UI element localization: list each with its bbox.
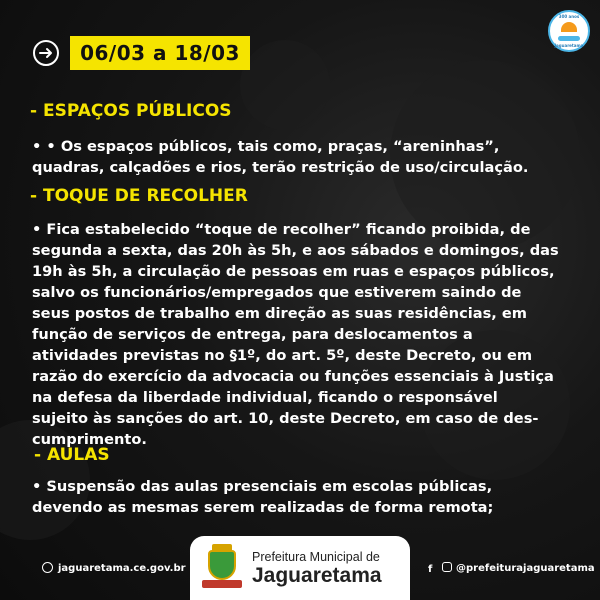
social-handle-text: @prefeiturajaguaretama xyxy=(456,563,595,574)
globe-icon xyxy=(42,562,53,573)
section-body-aulas xyxy=(32,476,572,518)
shield-shape xyxy=(208,550,236,580)
text-line: • • Os espaços públicos, tais como, praças, “areninhas”, xyxy=(32,138,500,155)
section-body-toque-de-recolher xyxy=(32,219,572,450)
text-line: • Fica estabelecido “toque de recolher” ficando proibida, de xyxy=(32,221,531,238)
text-line: função de serviços de entrega, para deslocamentos a xyxy=(32,326,473,343)
background-virus-shape xyxy=(240,40,330,130)
seal-top-text: 300 anos xyxy=(558,14,580,19)
section-body-espacos-publicos xyxy=(32,136,572,178)
text-line: quadras, calçadões e rios, terão restrição de uso/circulação. xyxy=(32,159,529,176)
section-title-toque-de-recolher: - TOQUE DE RECOLHER xyxy=(30,186,248,206)
website-link[interactable] xyxy=(42,562,186,574)
text-line: cumprimento. xyxy=(32,431,147,448)
section-title-aulas: - AULAS xyxy=(34,445,110,465)
text-line: atividades previstas no §1º, do art. 5º, deste Decreto, ou em xyxy=(32,347,533,364)
facebook-icon: f xyxy=(428,564,433,575)
text-line: • Suspensão das aulas presenciais em escolas públicas, xyxy=(32,478,493,495)
text-line: segunda a sexta, das 20h às 5h, e aos sábados e domingos, das xyxy=(32,242,559,259)
coat-of-arms-icon xyxy=(202,544,242,592)
prefeitura-logo-panel xyxy=(190,536,410,600)
text-line: razão do exercício da advocacia ou funções essenciais à Justiça xyxy=(32,368,554,385)
wave-icon xyxy=(558,36,580,41)
text-line: salvo os funcionários/empregados que estiverem saindo de xyxy=(32,284,522,301)
sun-icon xyxy=(561,22,577,32)
anniversary-seal-logo xyxy=(548,10,590,52)
logo-text-line2: Jaguaretama xyxy=(252,564,382,587)
section-title-espacos-publicos: - ESPAÇOS PÚBLICOS xyxy=(30,101,232,121)
logo-text-line1: Prefeitura Municipal de xyxy=(252,550,380,564)
text-line: na defesa da liberdade individual, ficando o responsável xyxy=(32,389,498,406)
seal-bottom-text: Jaguaretama xyxy=(554,43,584,48)
website-text: jaguaretama.ce.gov.br xyxy=(58,563,186,574)
date-range-banner: 06/03 a 18/03 xyxy=(70,36,250,70)
text-line: sujeito às sanções do art. 10, deste Decreto, em caso de des- xyxy=(32,410,539,427)
instagram-icon xyxy=(442,562,452,572)
social-handle-link[interactable] xyxy=(428,562,595,575)
text-line: devendo as mesmas serem realizadas de forma remota; xyxy=(32,499,494,516)
text-line: 19h às 5h, a circulação de pessoas em ruas e espaços públicos, xyxy=(32,263,555,280)
text-line: seus postos de trabalho em direção as suas residências, em xyxy=(32,305,527,322)
ribbon-shape xyxy=(202,580,242,588)
arrow-right-circle-icon xyxy=(33,40,59,66)
